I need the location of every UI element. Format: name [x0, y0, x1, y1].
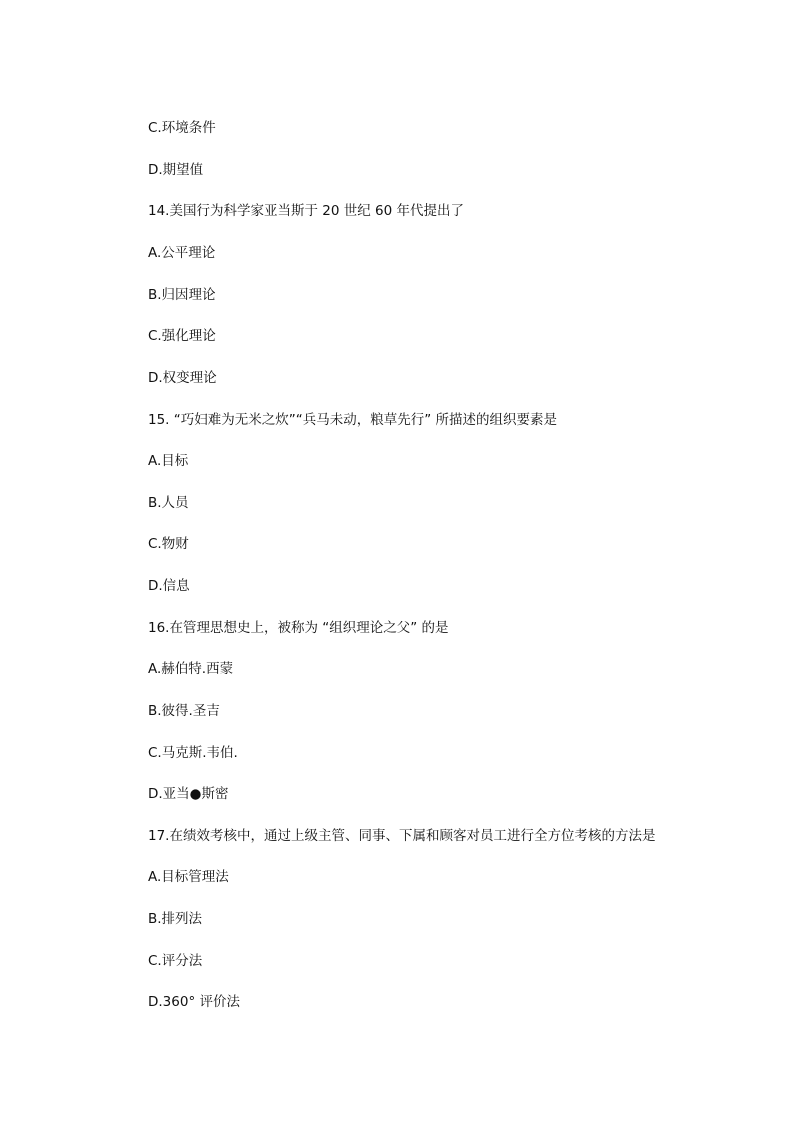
question-15: 15. “巧妇难为无米之炊”“兵马未动，粮草先行” 所描述的组织要素是 [148, 412, 558, 428]
option-17-a: A.目标管理法 [148, 869, 229, 885]
option-13-c: C.环境条件 [148, 120, 216, 136]
option-16-b: B.彼得.圣吉 [148, 703, 220, 719]
option-17-d: D.360° 评价法 [148, 994, 240, 1010]
option-16-c: C.马克斯.韦伯. [148, 745, 238, 761]
option-17-b: B.排列法 [148, 911, 203, 927]
option-13-d: D.期望值 [148, 162, 204, 178]
option-16-a: A.赫伯特.西蒙 [148, 661, 234, 677]
option-15-d: D.信息 [148, 578, 190, 594]
option-15-c: C.物财 [148, 536, 189, 552]
question-16: 16.在管理思想史上，被称为 “组织理论之父” 的是 [148, 620, 449, 636]
option-17-c: C.评分法 [148, 953, 203, 969]
option-14-b: B.归因理论 [148, 287, 216, 303]
option-14-d: D.权变理论 [148, 370, 217, 386]
option-14-a: A.公平理论 [148, 245, 216, 261]
option-15-a: A.目标 [148, 453, 189, 469]
option-15-b: B.人员 [148, 495, 189, 511]
question-14: 14.美国行为科学家亚当斯于 20 世纪 60 年代提出了 [148, 203, 464, 219]
option-16-d: D.亚当●斯密 [148, 786, 229, 802]
option-14-c: C.强化理论 [148, 328, 216, 344]
question-17: 17.在绩效考核中，通过上级主管、同事、下属和顾客对员工进行全方位考核的方法是 [148, 828, 656, 844]
